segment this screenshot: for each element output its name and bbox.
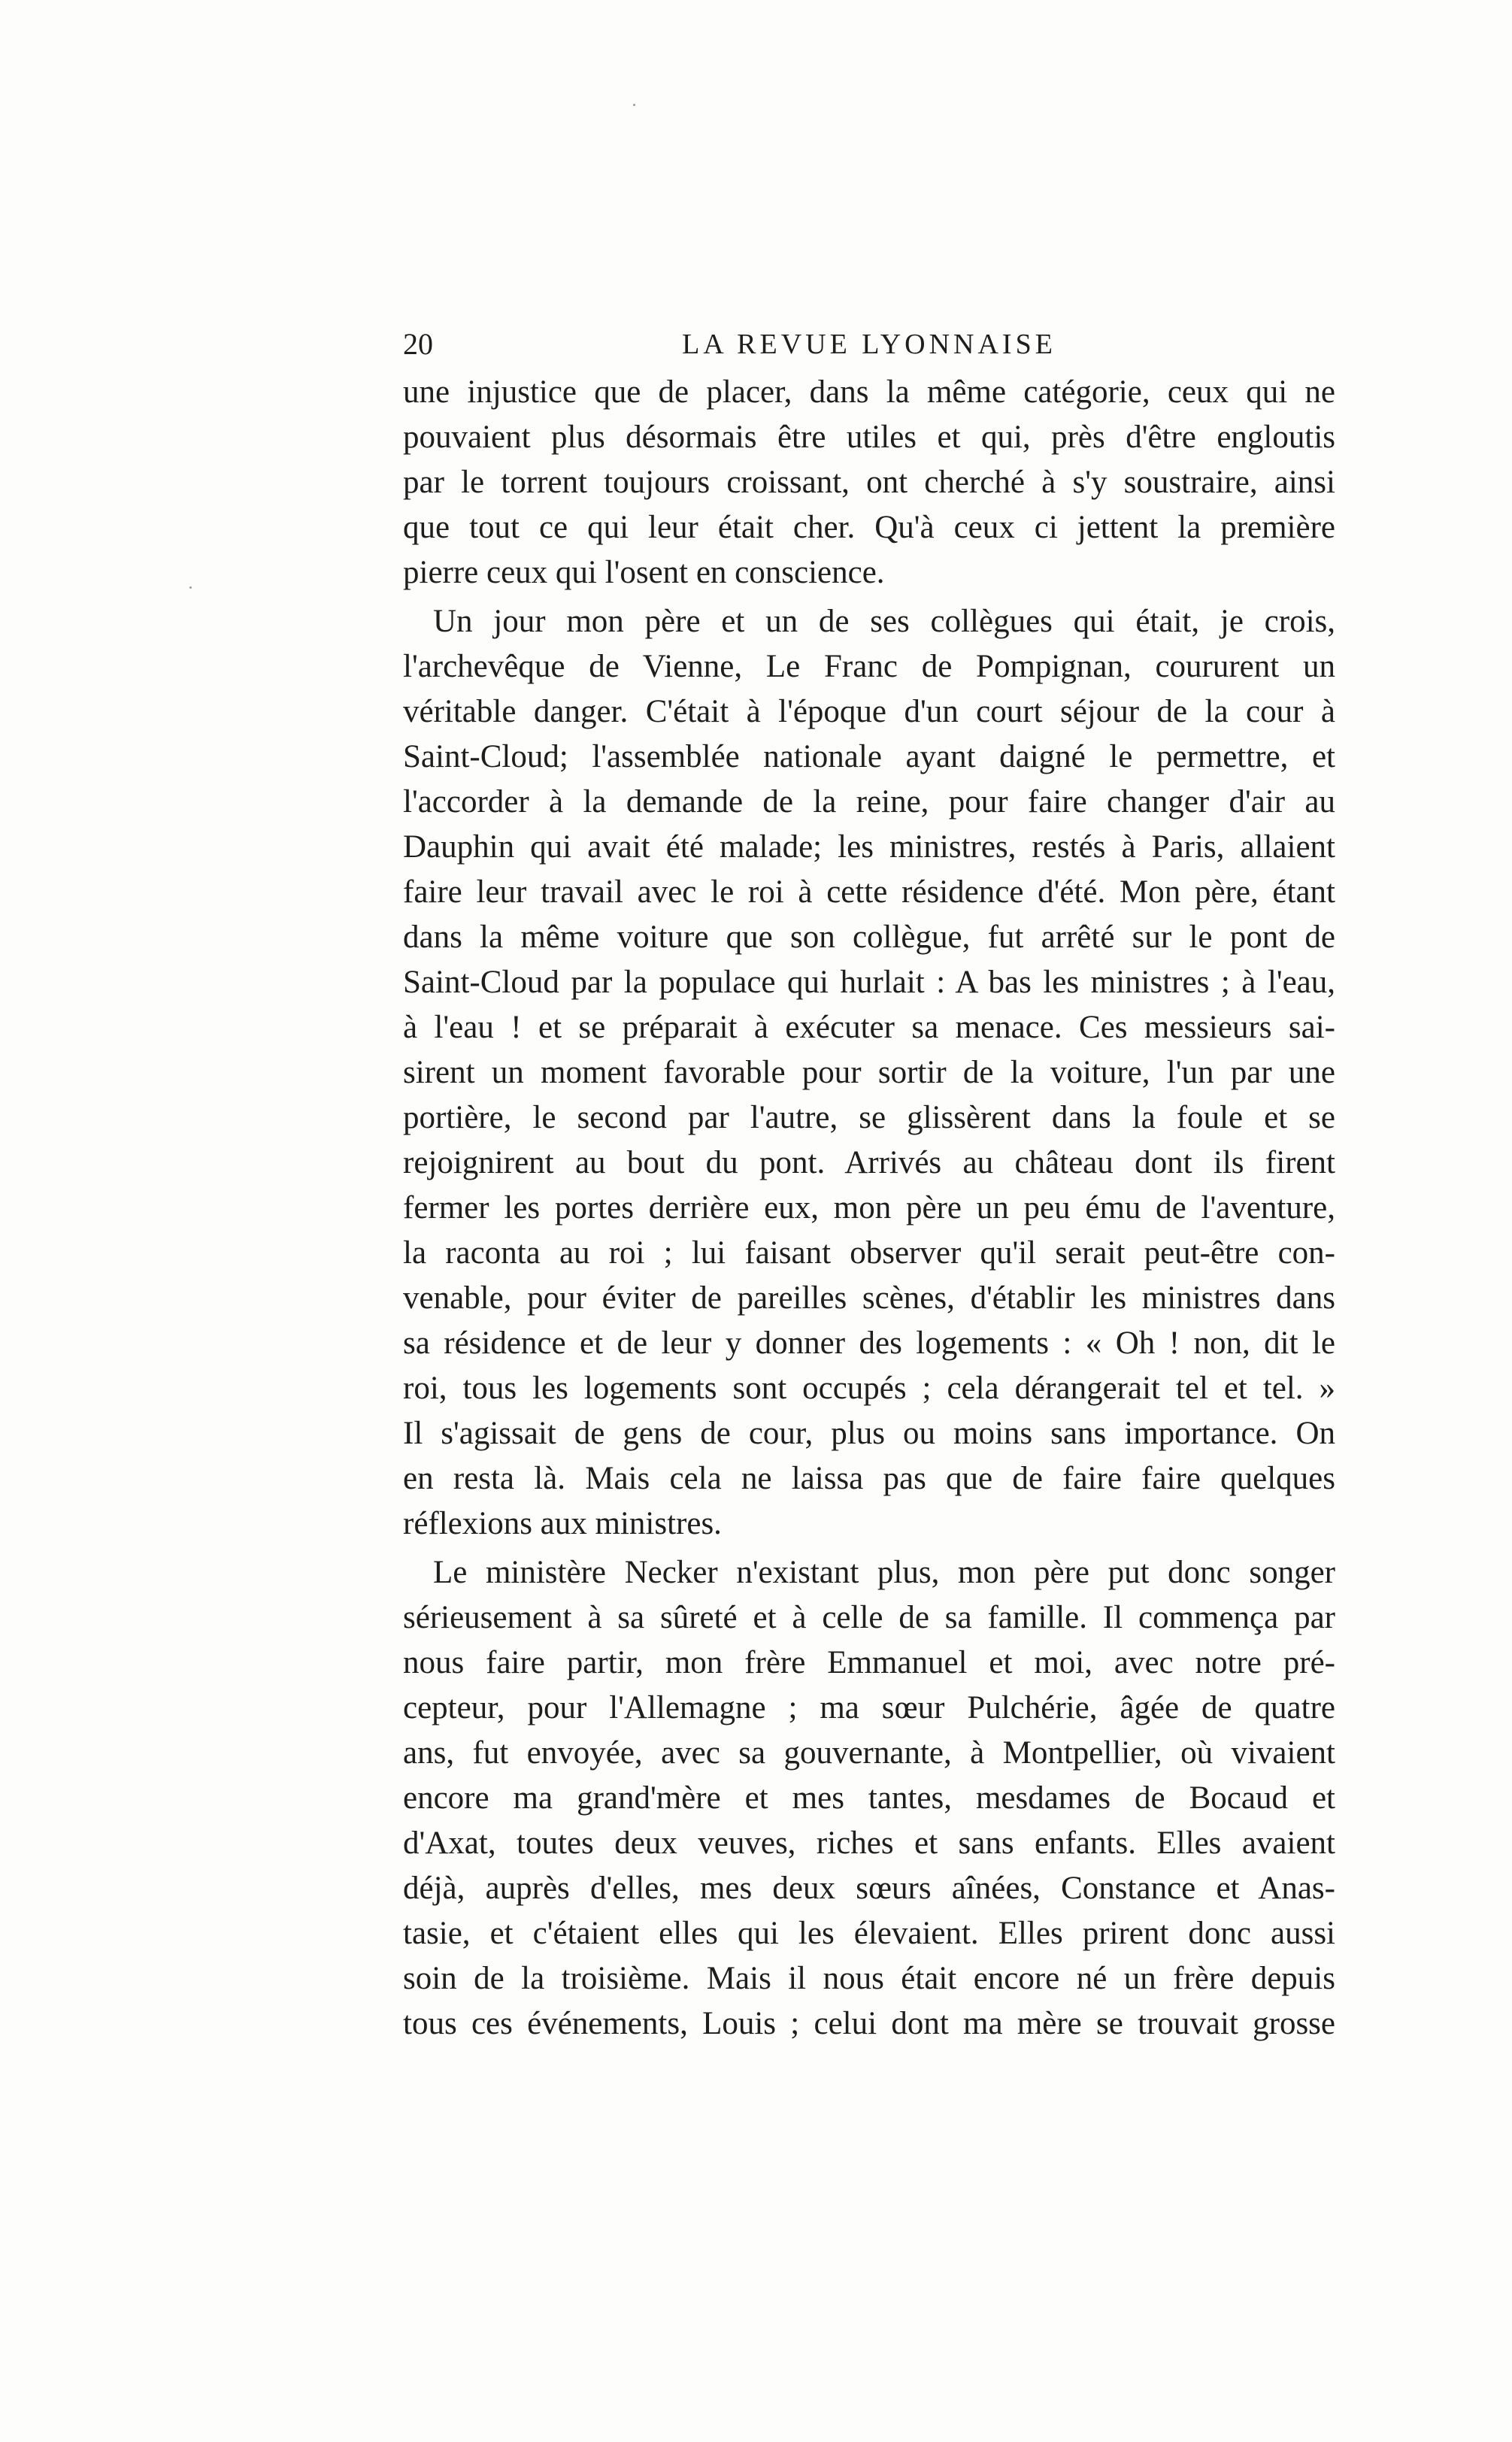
text-line: dans la même voiture que son collègue, fut arrêté sur le pont de: [403, 920, 1335, 955]
text-line: réflexions aux ministres.: [403, 1506, 722, 1541]
text-line: pierre ceux qui l'osent en conscience.: [403, 555, 885, 590]
text-line: ans, fut envoyée, avec sa gouvernante, à Montpellier, où vivaient: [403, 1735, 1335, 1771]
body-text: [403, 370, 1335, 2047]
text-line: rejoignirent au bout du pont. Arrivés au château dont ils firent: [403, 1145, 1335, 1180]
text-line: Saint-Cloud; l'assemblée nationale ayant daigné le permettre, et: [403, 739, 1335, 774]
text-line: roi, tous les logements sont occupés ; cela dérangerait tel et tel. »: [403, 1371, 1335, 1406]
text-line: tasie, et c'étaient elles qui les élevaient. Elles prirent donc aussi: [403, 1916, 1335, 1951]
running-title: LA REVUE LYONNAISE: [682, 329, 1056, 360]
text-line: sa résidence et de leur y donner des logements : « Oh ! non, dit le: [403, 1326, 1335, 1361]
running-head: [403, 322, 1335, 367]
text-line: à l'eau ! et se préparait à exécuter sa menace. Ces messieurs sai-: [403, 1010, 1335, 1045]
text-line: d'Axat, toutes deux veuves, riches et sans enfants. Elles avaient: [403, 1825, 1335, 1861]
text-line: encore ma grand'mère et mes tantes, mesdames de Bocaud et: [403, 1780, 1335, 1816]
paragraph: [403, 599, 1335, 1547]
text-line: en resta là. Mais cela ne laissa pas que de faire faire quelques: [403, 1461, 1335, 1496]
text-line: la raconta au roi ; lui faisant observer qu'il serait peut-être con-: [403, 1235, 1335, 1271]
paragraph: [403, 1550, 1335, 2047]
text-line: véritable danger. C'était à l'époque d'un court séjour de la cour à: [403, 694, 1335, 729]
text-line: Il s'agissait de gens de cour, plus ou moins sans importance. On: [403, 1416, 1335, 1451]
text-line: sérieusement à sa sûreté et à celle de sa famille. Il commença par: [403, 1600, 1335, 1635]
paragraph: [403, 370, 1335, 595]
text-line: une injustice que de placer, dans la même catégorie, ceux qui ne: [403, 374, 1335, 410]
text-line: cepteur, pour l'Allemagne ; ma sœur Pulchérie, âgée de quatre: [403, 1690, 1335, 1725]
text-line: portière, le second par l'autre, se glissèrent dans la foule et se: [403, 1100, 1335, 1135]
paper-speck: [189, 586, 192, 589]
text-line: pouvaient plus désormais être utiles et qui, près d'être engloutis: [403, 420, 1335, 455]
text-line: que tout ce qui leur était cher. Qu'à ceux ci jettent la première: [403, 510, 1335, 545]
text-line: tous ces événements, Louis ; celui dont ma mère se trouvait grosse: [403, 2006, 1335, 2041]
text-line: nous faire partir, mon frère Emmanuel et moi, avec notre pré-: [403, 1645, 1335, 1680]
text-line: Le ministère Necker n'existant plus, mon père put donc songer: [433, 1555, 1335, 1590]
paper-speck: [633, 104, 635, 106]
text-line: sirent un moment favorable pour sortir de la voiture, l'un par une: [403, 1055, 1335, 1090]
text-line: Un jour mon père et un de ses collègues qui était, je crois,: [433, 604, 1335, 639]
text-line: déjà, auprès d'elles, mes deux sœurs aînées, Constance et Anas-: [403, 1871, 1335, 1906]
page-number: 20: [403, 327, 433, 361]
text-line: Dauphin qui avait été malade; les ministres, restés à Paris, allaient: [403, 829, 1335, 865]
text-line: venable, pour éviter de pareilles scènes, d'établir les ministres dans: [403, 1280, 1335, 1316]
text-line: faire leur travail avec le roi à cette résidence d'été. Mon père, étant: [403, 874, 1335, 910]
text-line: soin de la troisième. Mais il nous était encore né un frère depuis: [403, 1961, 1335, 1996]
text-line: par le torrent toujours croissant, ont cherché à s'y soustraire, ainsi: [403, 465, 1335, 500]
text-line: Saint-Cloud par la populace qui hurlait : A bas les ministres ; à l'eau,: [403, 965, 1335, 1000]
text-line: l'archevêque de Vienne, Le Franc de Pompignan, coururent un: [403, 649, 1335, 684]
text-line: fermer les portes derrière eux, mon père un peu ému de l'aventure,: [403, 1190, 1335, 1226]
text-line: l'accorder à la demande de la reine, pour faire changer d'air au: [403, 784, 1335, 820]
